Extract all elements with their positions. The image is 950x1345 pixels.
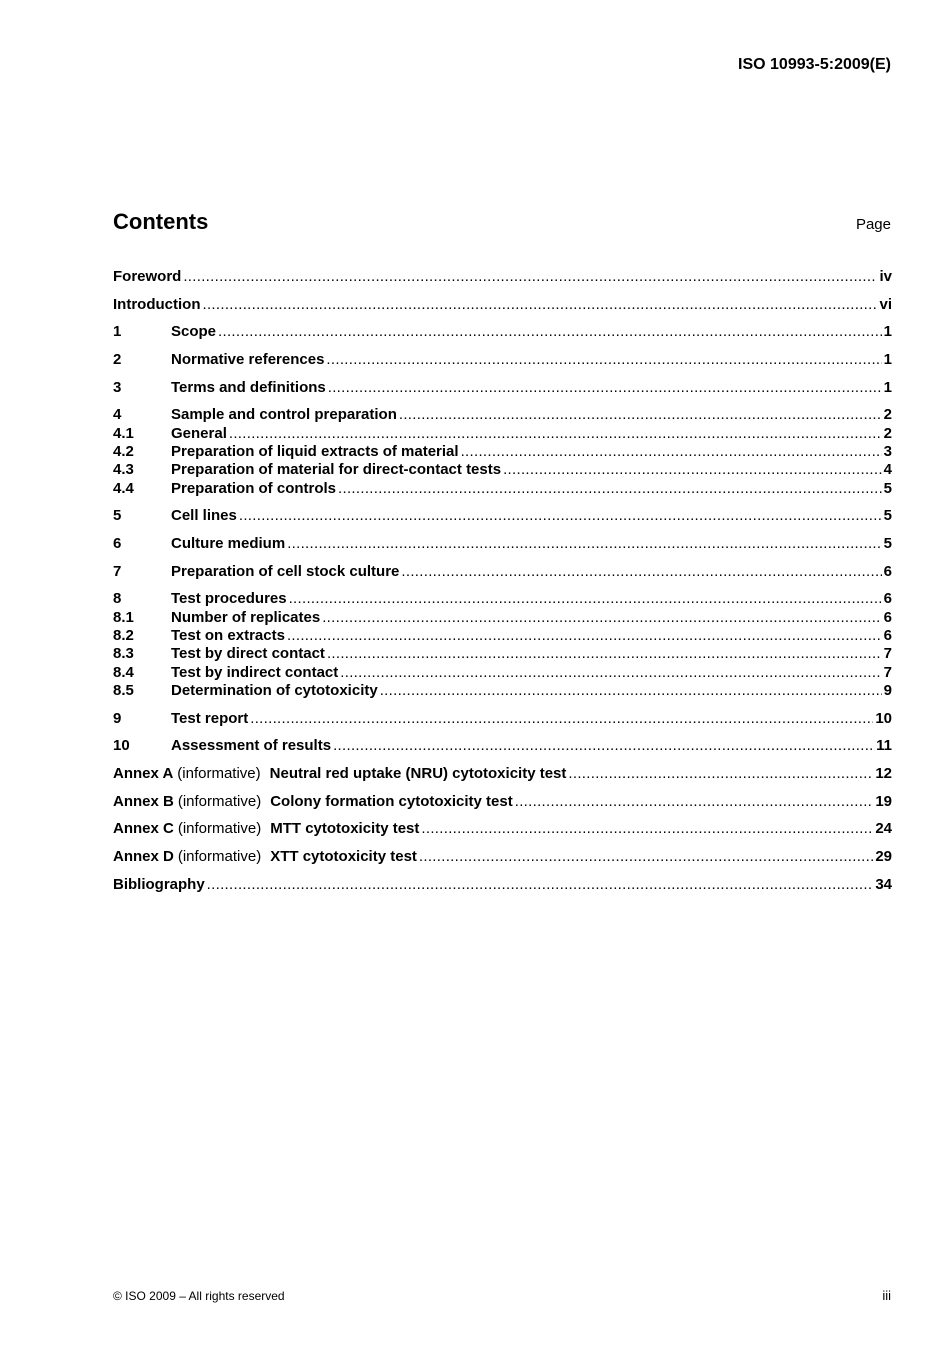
dot-leader — [421, 820, 873, 838]
dot-leader — [515, 793, 874, 811]
toc-entry[interactable] — [113, 296, 892, 314]
section-title: Preparation of material for direct-contact tests — [171, 461, 502, 479]
dot-leader — [202, 296, 877, 314]
toc-entry[interactable] — [113, 406, 892, 424]
annex-informative-label: (informative) — [177, 764, 261, 782]
toc-entry[interactable] — [113, 268, 892, 286]
section-number: 8 — [113, 590, 122, 608]
section-page-number: 6 — [883, 608, 892, 626]
section-page-number: iv — [879, 268, 892, 285]
toc-entry[interactable] — [113, 443, 892, 461]
dot-leader — [419, 848, 873, 866]
section-title: Preparation of cell stock culture — [171, 562, 400, 580]
dot-leader — [250, 710, 873, 728]
section-page-number: 5 — [883, 479, 892, 497]
dot-leader — [380, 682, 882, 700]
toc-group — [113, 351, 892, 369]
section-title: Assessment of results — [171, 737, 332, 755]
section-title: Terms and definitions — [171, 378, 326, 396]
toc-entry[interactable] — [113, 609, 892, 627]
page-number: iii — [882, 1288, 891, 1303]
toc-group — [113, 268, 892, 286]
dot-leader — [287, 627, 882, 645]
toc-group — [113, 848, 892, 866]
dot-leader — [289, 590, 882, 608]
toc-entry[interactable] — [113, 627, 892, 645]
toc-group — [113, 406, 892, 497]
section-title: Scope — [171, 323, 217, 341]
section-number: 8.5 — [113, 681, 134, 699]
toc-entry[interactable] — [113, 425, 892, 443]
toc-entry[interactable] — [113, 590, 892, 608]
toc-entry[interactable] — [113, 351, 892, 369]
dot-leader — [326, 351, 881, 369]
section-number: 6 — [113, 535, 122, 552]
toc-group — [113, 323, 892, 341]
toc-group — [113, 296, 892, 314]
toc-entry[interactable] — [113, 379, 892, 397]
section-page-number: 10 — [875, 709, 892, 727]
section-page-number: 24 — [875, 820, 892, 838]
toc-entry[interactable] — [113, 664, 892, 682]
toc-entry[interactable] — [113, 682, 892, 700]
section-title: Introduction — [113, 295, 201, 313]
section-title: Foreword — [113, 268, 182, 285]
section-number: 1 — [113, 323, 122, 341]
section-number: 8.1 — [113, 608, 134, 626]
section-title: General — [171, 424, 227, 442]
section-page-number: 6 — [883, 562, 892, 580]
section-title: Number of replicates — [171, 608, 321, 626]
annex-label: Annex C — [113, 820, 174, 838]
annex-label: Annex B — [113, 792, 174, 810]
toc-group — [113, 563, 892, 581]
dot-leader — [568, 765, 873, 783]
toc-group — [113, 507, 892, 525]
toc-entry[interactable] — [113, 793, 892, 811]
section-page-number: 12 — [875, 764, 892, 782]
section-page-number: 2 — [883, 406, 892, 424]
toc-entry[interactable] — [113, 848, 892, 866]
annex-informative-label: (informative) — [177, 820, 262, 838]
section-number: 5 — [113, 507, 122, 525]
section-title: Test by direct contact — [171, 645, 325, 663]
annex-label: Annex D — [113, 847, 174, 865]
dot-leader — [328, 379, 882, 397]
section-page-number: 1 — [883, 378, 892, 396]
section-page-number: 11 — [876, 737, 892, 755]
dot-leader — [218, 323, 882, 341]
toc-group — [113, 737, 892, 755]
table-of-contents — [113, 268, 892, 903]
section-number: 3 — [113, 378, 122, 396]
toc-entry[interactable] — [113, 876, 892, 894]
section-title: Test report — [171, 709, 249, 727]
section-title: Determination of cytotoxicity — [171, 681, 378, 699]
section-number: 4.3 — [113, 461, 134, 479]
toc-entry[interactable] — [113, 820, 892, 838]
section-page-number: 2 — [883, 424, 892, 442]
section-page-number: 1 — [883, 351, 892, 369]
annex-label: Annex A — [113, 764, 174, 782]
section-title: Bibliography — [113, 875, 205, 893]
section-page-number: 5 — [883, 535, 892, 552]
section-page-number: 6 — [883, 590, 892, 608]
section-page-number: 7 — [883, 645, 892, 663]
section-number: 4 — [113, 406, 122, 424]
toc-entry[interactable] — [113, 710, 892, 728]
toc-entry[interactable] — [113, 323, 892, 341]
section-number: 8.4 — [113, 663, 134, 681]
section-title: Test by indirect contact — [171, 663, 339, 681]
toc-entry[interactable] — [113, 480, 892, 498]
dot-leader — [327, 645, 882, 663]
section-number: 4.2 — [113, 443, 134, 461]
section-title: Normative references — [171, 351, 325, 369]
dot-leader — [503, 461, 882, 479]
toc-entry[interactable] — [113, 507, 892, 525]
section-page-number: 7 — [883, 663, 892, 681]
section-page-number: 4 — [883, 461, 892, 479]
section-page-number: 6 — [883, 626, 892, 644]
section-title: Test procedures — [171, 590, 287, 608]
toc-entry[interactable] — [113, 535, 892, 553]
section-title: XTT cytotoxicity test — [270, 847, 417, 865]
section-number: 4.1 — [113, 424, 134, 442]
section-number: 8.3 — [113, 645, 134, 663]
toc-entry[interactable] — [113, 563, 892, 581]
copyright-notice: © ISO 2009 – All rights reserved — [113, 1289, 285, 1303]
section-title: Cell lines — [171, 507, 237, 525]
section-number: 8.2 — [113, 626, 134, 644]
dot-leader — [401, 563, 881, 581]
toc-group — [113, 793, 892, 811]
toc-entry[interactable] — [113, 645, 892, 663]
section-page-number: 34 — [875, 875, 892, 893]
toc-group — [113, 590, 892, 700]
dot-leader — [239, 507, 882, 525]
dot-leader — [183, 268, 877, 286]
toc-group — [113, 535, 892, 553]
section-page-number: 5 — [883, 507, 892, 525]
section-title: MTT cytotoxicity test — [270, 820, 420, 838]
section-number: 7 — [113, 562, 122, 580]
dot-leader — [287, 535, 881, 553]
dot-leader — [399, 406, 882, 424]
dot-leader — [338, 480, 882, 498]
dot-leader — [333, 737, 874, 755]
dot-leader — [229, 425, 882, 443]
dot-leader — [322, 609, 881, 627]
section-title: Preparation of controls — [171, 479, 337, 497]
toc-entry[interactable] — [113, 765, 892, 783]
section-number: 4.4 — [113, 479, 134, 497]
section-number: 2 — [113, 351, 122, 369]
document-id: ISO 10993-5:2009(E) — [738, 56, 891, 73]
toc-entry[interactable] — [113, 461, 892, 479]
annex-informative-label: (informative) — [177, 792, 262, 810]
section-page-number: vi — [879, 295, 892, 313]
page-column-label: Page — [855, 216, 891, 233]
toc-group — [113, 820, 892, 838]
section-title: Colony formation cytotoxicity test — [270, 792, 513, 810]
section-number: 10 — [113, 737, 130, 755]
dot-leader — [461, 443, 882, 461]
section-page-number: 3 — [883, 443, 892, 461]
contents-heading: Contents — [113, 209, 209, 234]
toc-group — [113, 876, 892, 894]
section-title: Culture medium — [171, 535, 286, 552]
section-page-number: 9 — [883, 681, 892, 699]
section-title: Neutral red uptake (NRU) cytotoxicity test — [269, 764, 567, 782]
annex-informative-label: (informative) — [177, 847, 262, 865]
section-title: Preparation of liquid extracts of material — [171, 443, 459, 461]
section-page-number: 1 — [883, 323, 892, 341]
section-page-number: 29 — [875, 847, 892, 865]
toc-group — [113, 379, 892, 397]
section-page-number: 19 — [875, 792, 892, 810]
toc-entry[interactable] — [113, 737, 892, 755]
toc-group — [113, 765, 892, 783]
toc-group — [113, 710, 892, 728]
section-title: Sample and control preparation — [171, 406, 397, 424]
dot-leader — [207, 876, 874, 894]
section-title: Test on extracts — [171, 626, 285, 644]
section-number: 9 — [113, 709, 122, 727]
dot-leader — [340, 664, 881, 682]
